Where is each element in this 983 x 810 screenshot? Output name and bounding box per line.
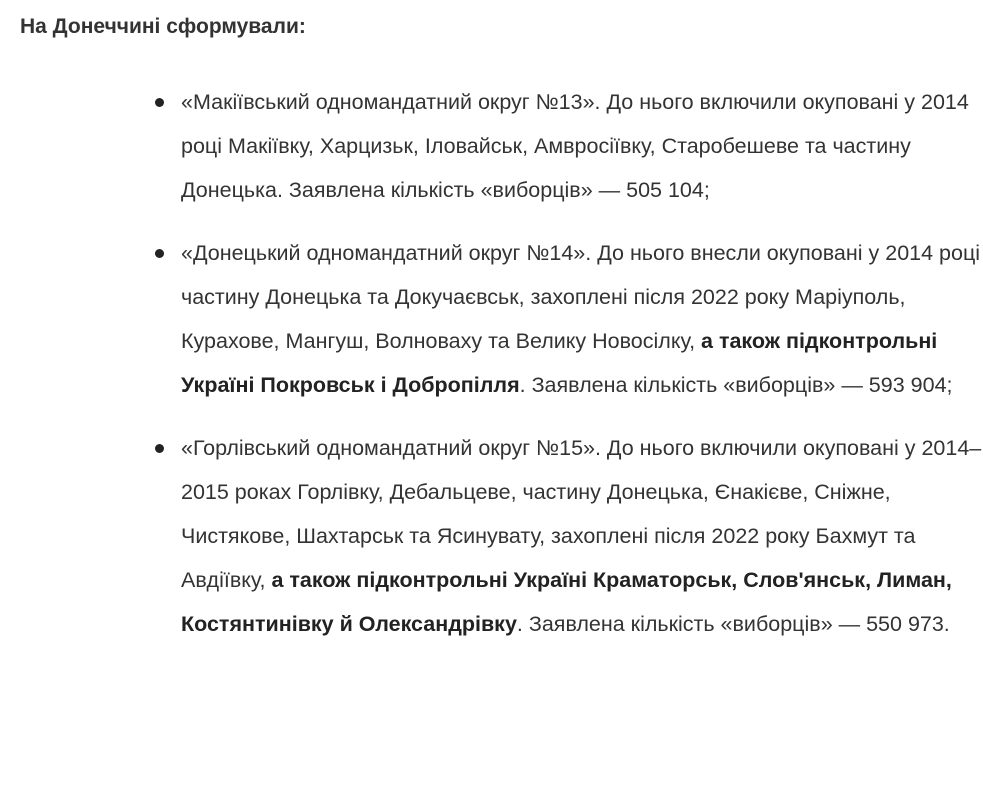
district-list [152, 80, 983, 646]
district-list-item [152, 231, 983, 407]
district-bold-text: а також підконтрольні Україні Покровськ і Добропілля [181, 329, 938, 397]
bullet-icon [155, 444, 164, 453]
bullet-icon [155, 98, 164, 107]
district-description [181, 231, 983, 407]
district-text-after: . Заявлена кількість «виборців» — 593 904; [519, 373, 953, 397]
district-text-after: . Заявлена кількість «виборців» — 550 973. [516, 612, 950, 636]
bullet-icon [155, 249, 164, 258]
district-text: «Горлівський одномандатний округ №15». До нього включили окуповані у 2014–2015 роках Горлівку, Дебальцеве, частину Донецька, Єнакієве, Сніжне, Чистякове, Шахтарськ та Ясинувату, захоплені після 2022 року Бахмут та Авдіївку, [181, 436, 982, 592]
district-text: «Донецький одномандатний округ №14». До нього внесли окуповані у 2014 році частину Донецька та Докучаєвськ, захоплені після 2022 року Маріуполь, Курахове, Мангуш, Волноваху та Велику Новосілку, [181, 241, 981, 353]
district-description [181, 80, 983, 212]
district-list-item [152, 426, 983, 646]
district-description [181, 426, 983, 646]
section-heading: На Донеччині сформували: [20, 15, 306, 38]
district-bold-text: а також підконтрольні Україні Краматорськ, Слов'янськ, Лиман, Костянтинівку й Олександрівку [181, 568, 952, 636]
district-text: «Макіївський одномандатний округ №13». До нього включили окуповані у 2014 році Макіївку, Харцизьк, Іловайськ, Амвросіївку, Старобешеве та частину Донецька. Заявлена кількість «виборців» — 505 104; [181, 90, 969, 202]
district-list-item [152, 80, 983, 212]
